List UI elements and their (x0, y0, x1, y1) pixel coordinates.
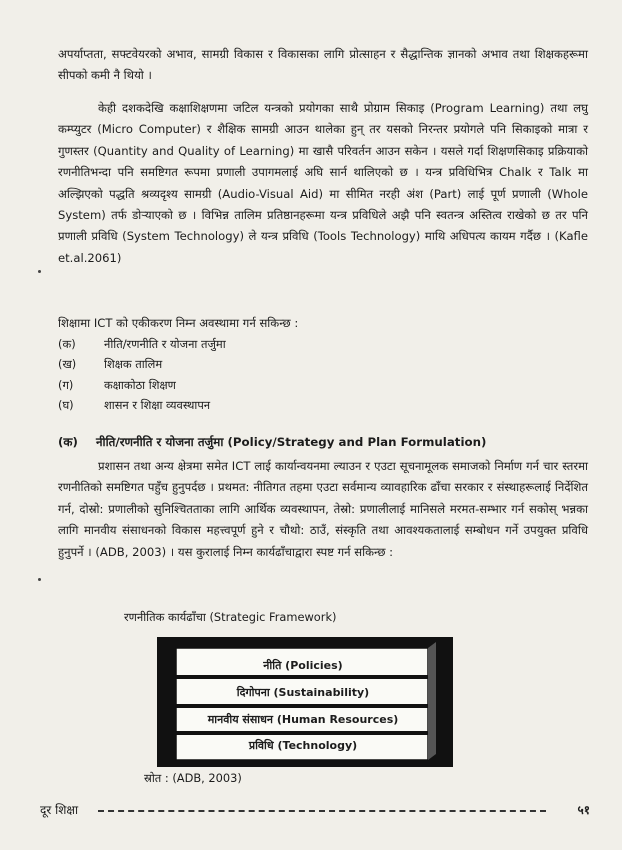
list-item (58, 334, 226, 354)
paragraph-policy-strategy: प्रशासन तथा अन्य क्षेत्रमा समेत ICT लाई कार्यान्वयनमा ल्याउन र एउटा सूचनामूलक समाजको निर्माण गर्न चार स्तरमा रणनीतिको समष्टिगत पहुँच हुनुपर्दछ । प्रथमत: नीतिगत तहमा एउटा सर्वमान्य व्यावहारिक ढाँचा सरकार र संस्थाहरूलाई निर्देशित गर्न, दोस्रो: प्रणालीको सुनिश्चितताका लागि आर्थिक व्यवस्थापन, तेस्रो: प्रणालीलाई मानिसले मरमत-सम्भार गर्न सकोस् भन्नका लागि मानवीय संसाधनको विकास महत्त्वपूर्ण हुने र चौथो: ठाउँ, संस्कृति तथा आवश्यकतालाई सम्बोधन गर्ने उपयुक्त प्रविधि हुनुपर्ने । (ADB, 2003) । यस कुरालाई निम्न कार्यढाँचाद्वारा स्पष्ट गर्न सकिन्छ : (58, 459, 588, 559)
framework-layer-sustainability: दिगोपना (Sustainability) (236, 686, 370, 699)
list-item-text: कक्षाकोठा शिक्षण (104, 377, 176, 392)
framework-layer-technology: प्रविधि (Technology) (248, 739, 358, 752)
list-item-text: नीति/रणनीति र योजना तर्जुमा (104, 337, 226, 351)
framework-title: रणनीतिक कार्यढाँचा (Strategic Framework) (124, 610, 337, 624)
section-title: नीति/रणनीति र योजना तर्जुमा (Policy/Strategy and Plan Formulation) (96, 435, 487, 449)
section-marker: (क) (58, 435, 78, 449)
list-item (58, 354, 226, 374)
margin-dot (38, 270, 41, 273)
margin-dot (38, 578, 41, 581)
page-number: ५१ (577, 803, 590, 817)
list-marker: (घ) (58, 398, 74, 413)
section-heading (58, 434, 486, 450)
page-footer (40, 800, 590, 820)
footer-book-title: दूर शिक्षा (40, 803, 79, 817)
paragraph-intro-continuation: अपर्याप्तता, सफ्टवेयरको अभाव, सामग्री विकास र विकासका लागि प्रोत्साहन र सैद्धान्तिक ज्ञानको अभाव तथा शिक्षकहरूमा सीपको कमी नै थियो । (58, 47, 588, 83)
framework-source: स्रोत : (ADB, 2003) (144, 771, 242, 785)
list-lead-text: शिक्षामा ICT को एकीकरण निम्न अवस्थामा गर्न सकिन्छ : (58, 316, 299, 330)
strategic-framework-diagram (156, 636, 454, 768)
footer-dashed-rule (98, 810, 546, 812)
framework-side-shade (428, 642, 436, 760)
list-item-text: शिक्षक तालिम (104, 357, 163, 372)
list-item (58, 375, 226, 395)
integration-list (58, 334, 226, 416)
list-item-text: शासन र शिक्षा व्यवस्थापन (104, 398, 211, 413)
paragraph-systems-technology: केही दशकदेखि कक्षाशिक्षणमा जटिल यन्त्रको प्रयोगका साथै प्रोग्राम सिकाइ (Program Learning) तथा लघु कम्प्युटर (Micro Computer) र शैक्षिक सामग्री आउन थालेका हुन् तर यसको निरन्तर प्रयोगले पनि सिकाइको मात्रा र गुणस्तर (Quantity and Quality of Learning) मा खासै परिवर्तन आउन सकेन । यसले गर्दा शिक्षणसिकाइ प्रक्रियाको रणनीतिभन्दा पनि समष्टिगत रूपमा प्रणाली उपागमलाई अघि सार्न थालिएको छ । यन्त्र प्रविधिभित्र Chalk र Talk मा अल्झिएको पद्धति श्रव्यदृश्य सामग्री (Audio-Visual Aid) मा सीमित नरही अंश (Part) लाई पूर्ण प्रणाली (Whole System) तर्फ डोऱ्याएको छ । विभिन्न तालिम प्रतिष्ठानहरूमा यन्त्र प्रविधिले अझै पनि स्वतन्त्र अस्तित्व राखेको छ तर पनि प्रणाली प्रविधि (System Technology) ले यन्त्र प्रविधि (Tools Technology) माथि अधिपत्य कायम गर्दैछ । (Kafle et.al.2061) (58, 101, 588, 265)
list-item (58, 395, 226, 415)
list-marker: (ग) (58, 377, 74, 392)
framework-layer-human-resources: मानवीय संसाधन (Human Resources) (207, 713, 399, 726)
list-marker: (क) (58, 337, 76, 351)
framework-layer-policies: नीति (Policies) (263, 659, 343, 672)
list-marker: (ख) (58, 357, 77, 372)
